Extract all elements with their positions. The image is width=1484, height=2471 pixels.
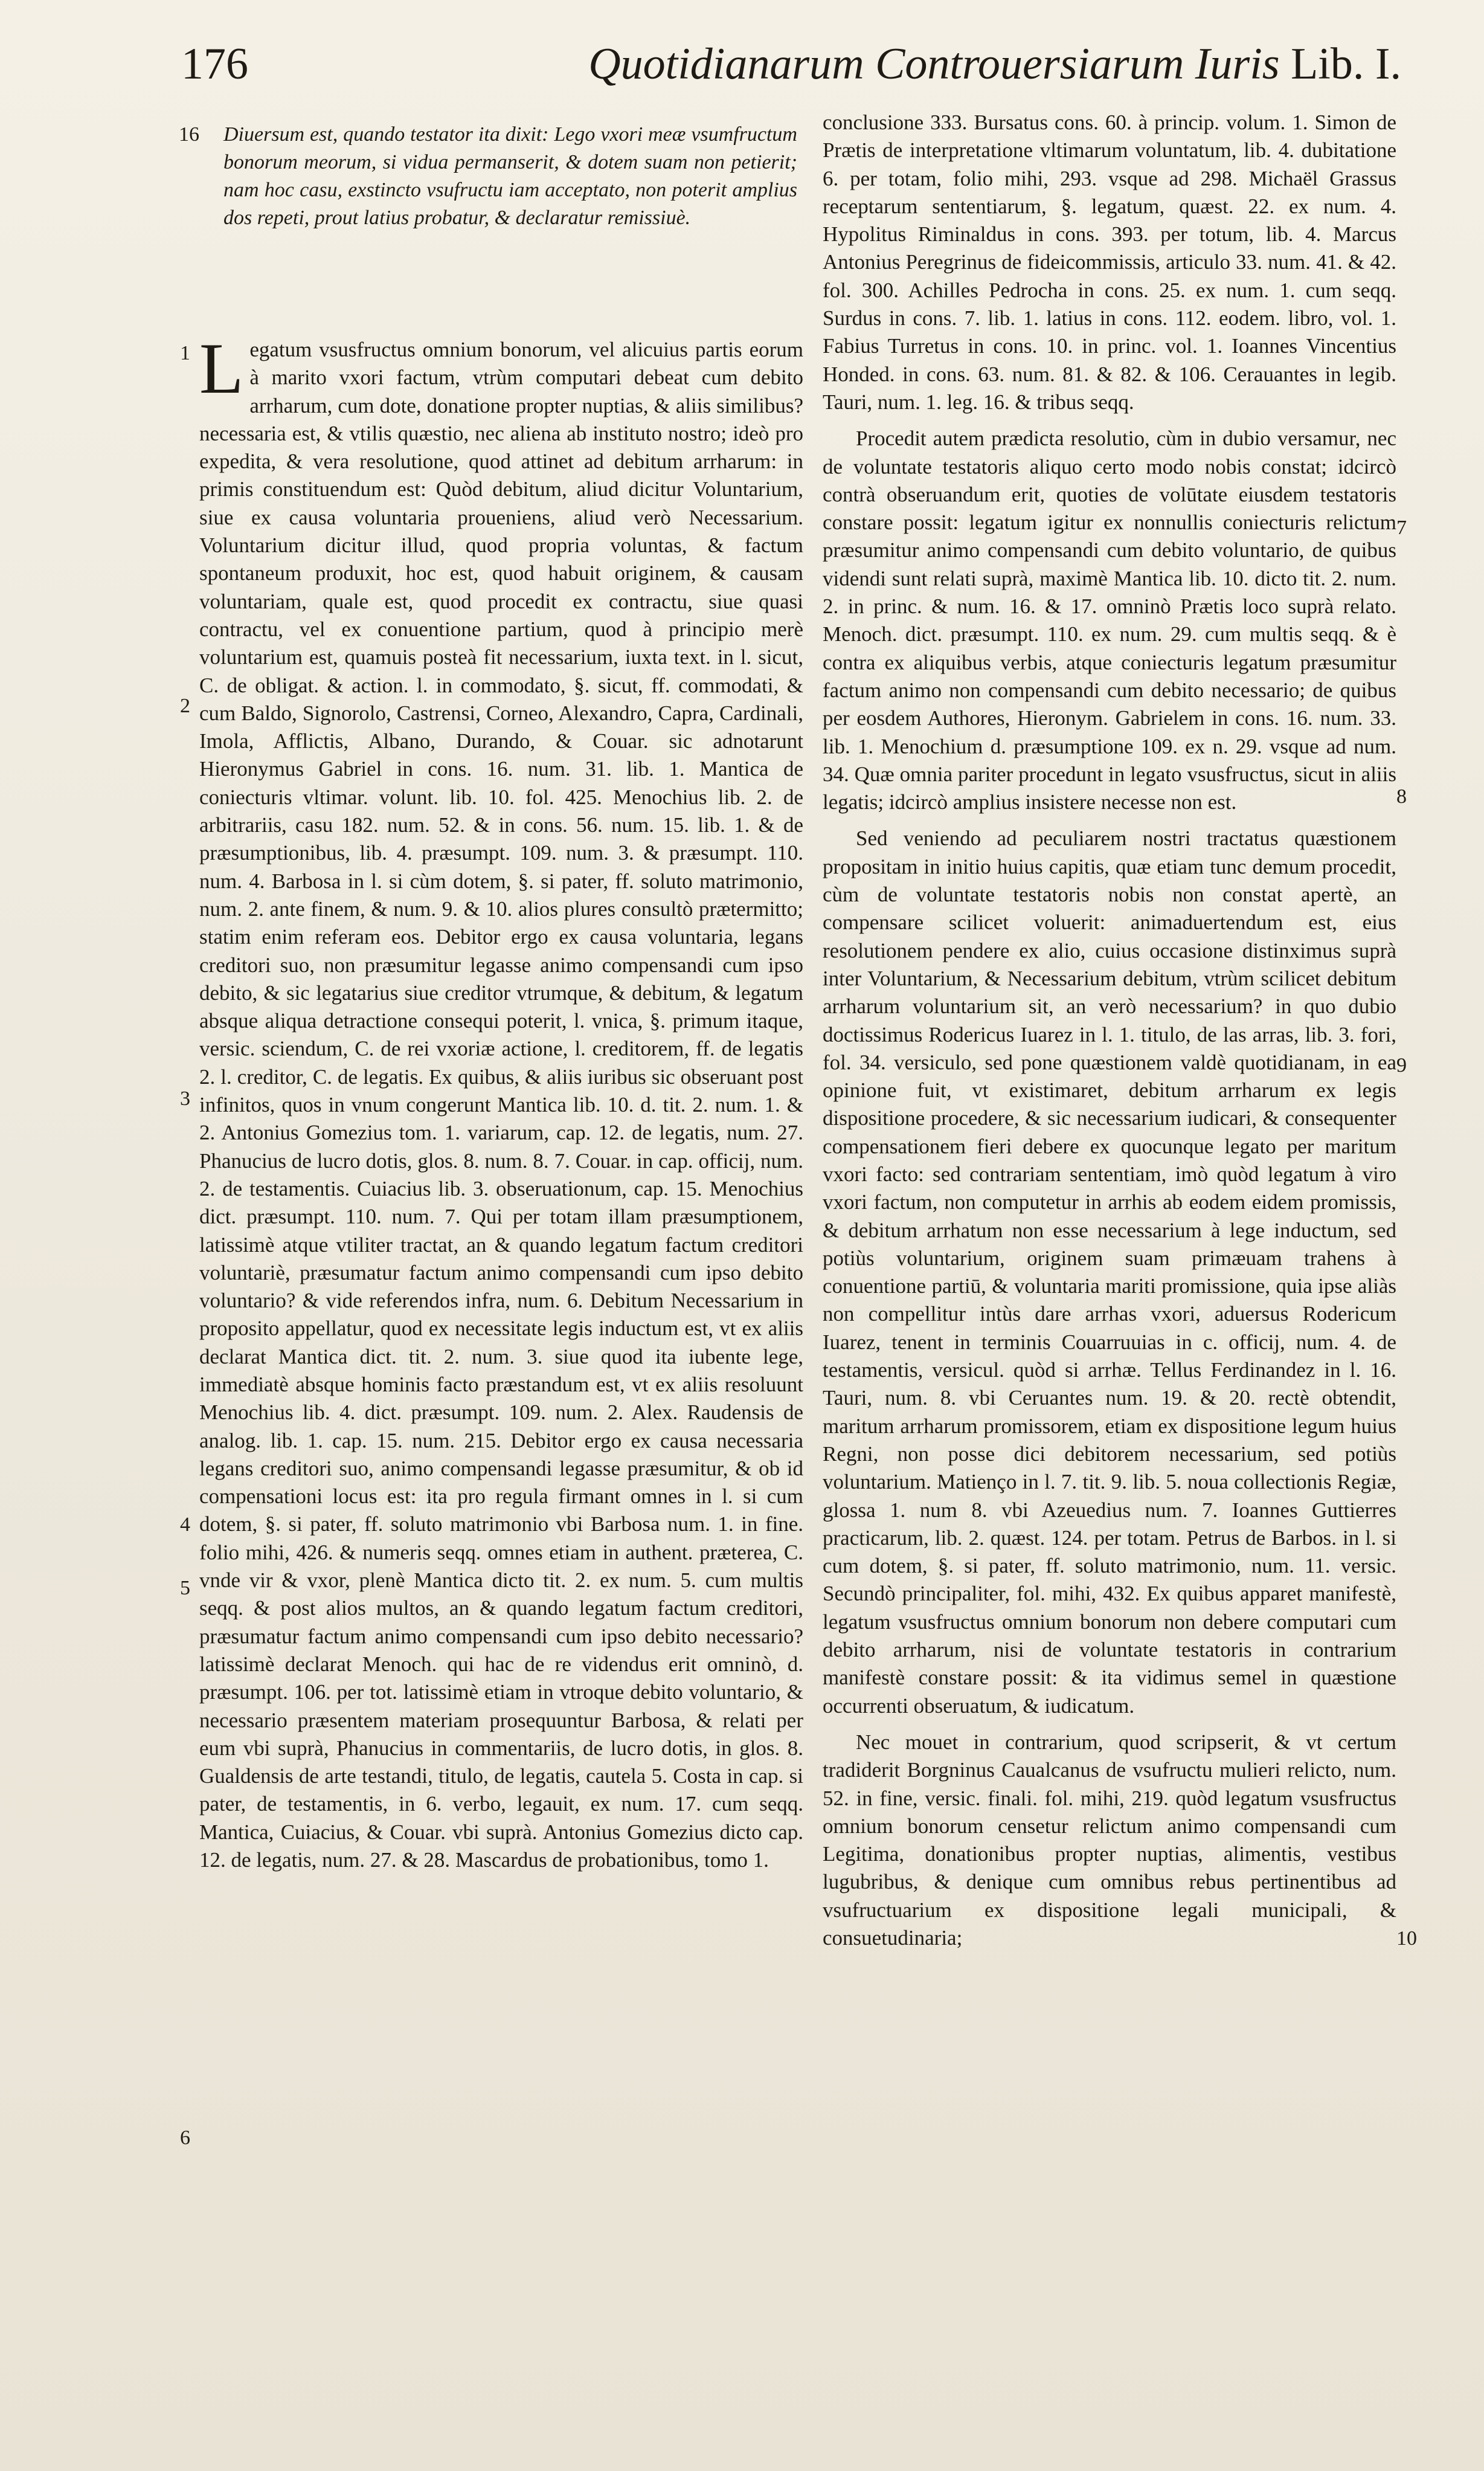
margin-number: 8 (1396, 785, 1407, 808)
running-title (588, 39, 1401, 90)
margin-number: 1 (180, 342, 190, 364)
margin-number: 6 (180, 2127, 190, 2149)
margin-number: 4 (180, 1513, 190, 1536)
paragraph-2: Procedit autem prædicta resolutio, cùm in dubio versamur, nec de voluntate testatoris aliquo certo modo nobis constat; idcircò contrà obseruandum erit, quoties de volūtate eiusdem testatoris constare possit: legatum igitur ex nonnullis coniecturis relictum præsumitur animo compensandi cum debito voluntario, de quibus videndi sunt relati suprà, maximè Mantica lib. 10. dicto tit. 2. num. 2. in princ. & num. 16. & 17. omninò Prætis loco suprà relato. Menoch. dict. præsumpt. 110. ex num. 29. cum multis seqq. & è contra ex aliquibus verbis, atque coniecturis legatum præsumitur factum animo non compensandi cum debito necessario; de quibus per eosdem Authores, Hieronym. Gabrielem in cons. 16. num. 33. lib. 1. Menochium d. præsumptione 109. ex n. 29. vsque ad num. 34. Quæ omnia pariter procedunt in legato vsusfructus, sicut in aliis legatis; idcircò amplius insistere necesse non est. (823, 427, 1396, 814)
running-title-text: Quotidianarum Controuersiarum Iuris (588, 39, 1280, 89)
margin-number: 7 (1396, 517, 1407, 539)
paragraph-4: Nec mouet in contrarium, quod scripserit, & vt certum tradiderit Borgninus Caualcanus de vsufructu mulieri relicto, num. 52. in fine, versic. finali. fol. mihi, 219. quòd legatum vsusfructus omnium bonorum censetur relictum animo compensandi cum Legitima, donationibus propter nuptias, alimentis, vestibus lugubribus, & denique cum omnibus rebus pertinentibus ad vsufructuarium ex dispositione legali municipali, & consuetudinaria; (823, 1730, 1396, 1950)
left-column (199, 328, 803, 1883)
margin-number: 5 (180, 1577, 190, 1599)
page-header (181, 39, 1401, 105)
paragraph-3: Sed veniendo ad peculiarem nostri tractatus quæstionem propositam in initio huius capitis, quæ etiam tunc demum procedit, cùm de voluntate testatoris nobis non constat apertè, an compensare scilicet voluerit: animaduertendum est, eius resolutionem pendere ex alio, cuius occasione distinximus suprà inter Voluntarium, & Necessarium debitum, vtrùm scilicet debitum arrharum voluntarium sit, an verò necessarium? in quo dubio doctissimus Rodericus Iuarez in l. 1. titulo, de las arras, lib. 3. fori, fol. 34. versiculo, sed pone quæstionem valdè quotidianam, in ea opinione fuit, vt existimaret, debitum arrharum ex legis dispositione procedere, & sic necessarium iudicari, & consequenter compensationem fieri debere ex quocunque legato per maritum vxori facto: sed contrariam sententiam, imò quòd legatum à viro vxori factum, non computetur in arrhis ab eodem eidem promissis, & debitum arrhatum non esse necessarium à lege inductum, sed potiùs voluntarium, originem suam primæuam trahens à conuentione partiū, & voluntaria mariti promissione, quia ipse aliàs non compellitur intùs dare arrhas vxori, aduersus Rodericum Iuarez, tenent in terminis Couarruuias in c. officij, num. 4. de testamentis, versicul. quòd si arrhæ. Tellus Ferdinandez in l. 16. Tauri, num. 8. vbi Ceruantes num. 19. & 20. rectè obtendit, maritum arrharum promissorem, etiam ex dispositione legum huius Regni, non posse dici debitorem necessarium, sed potiùs voluntarium. Matienço in l. 7. tit. 9. lib. 5. noua collectionis Regiæ, glossa 1. num 8. vbi Azeuedius num. 7. Ioannes Guttierres practicarum, lib. 2. quæst. 124. per totam. Petrus de Barbos. in l. si cum dotem, §. si pater, ff. soluto matrimonio, num. 11. versic. Secundò principaliter, fol. mihi, 432. Ex quibus apparet manifestè, legatum vsusfructus omnium bonorum non debere computari cum debito arrharum, nisi de voluntate testatoris in contrarium manifestè constare possit: & ita vidimus semel in quæstione occurrenti obseruatum, & iudicatum. (823, 826, 1396, 1718)
margin-number: 10 (1396, 1927, 1417, 1950)
summary-text: Diuersum est, quando testator ita dixit: Lego vxori meæ vsumfructum bonorum meorum, si vidua permanserit, & dotem suam non petierit; nam hoc casu, exstincto vsufructu iam acceptato, non poterit amplius dos repeti, prout latius probatur, & declaratur remissiuè. (223, 123, 797, 229)
margin-number: 3 (180, 1087, 190, 1110)
right-column (823, 109, 1396, 1960)
summary-note (181, 121, 797, 232)
margin-number: 9 (1396, 1054, 1407, 1077)
margin-number: 2 (180, 695, 190, 717)
paragraph-1-text: egatum vsusfructus omnium bonorum, vel alicuius partis eorum à marito vxori factum, vtrùm computari debeat cum debito arrharum, cum dote, donatione propter nuptias, & aliis similibus? necessaria est, & vtilis quæstio, nec aliena ab instituto nostro; ideò pro expedita, & vera resolutione, quod attinet ad debitum arrharum: in primis constituendum est: Quòd debitum, aliud dicitur Voluntarium, siue ex causa voluntaria proueniens, aliud verò Necessarium. Voluntarium dicitur illud, quod propria voluntas, & factum spontaneum produxit, hoc est, quod habuit originem, & causam voluntariam, quale est, quod procedit ex contractu, siue quasi contractu, vel ex conuentione partium, quod à principio merè voluntarium est, quamuis posteà fit necessarium, iuxta text. in l. sicut, C. de obligat. & action. l. in commodato, §. sicut, ff. commodati, & cum Baldo, Signorolo, Castrensi, Corneo, Alexandro, Capra, Cardinali, Imola, Afflictis, Albano, Durando, & Couar. sic adnotarunt Hieronymus Gabriel in cons. 16. num. 31. lib. 1. Mantica de coniecturis vltimar. volunt. lib. 10. fol. 425. Menochius lib. 2. de arbitrariis, casu 182. num. 52. & in cons. 56. num. 15. lib. 1. & de præsumptionibus, lib. 4. præsumpt. 109. num. 3. & præsumpt. 110. num. 4. Barbosa in l. si cùm dotem, §. si pater, ff. soluto matrimonio, num. 2. ante finem, & num. 9. & 10. alios plures consultò prætermitto; statim enim referam eos. Debitor ergo ex causa voluntaria, legans creditori suo, non præsumitur legasse animo compensandi cum ipso debito, & sic legatarius siue creditor vtrumque, & debitum, & legatum absque aliqua detractione consequi poterit, l. vnica, §. primum itaque, versic. sciendum, C. de rei vxoriæ actione, l. creditorem, ff. de legatis 2. l. creditor, C. de legatis. Ex quibus, & aliis iuribus sic obseruant post infinitos, quos in vnum congerunt Mantica lib. 10. d. tit. 2. num. 1. & 2. Antonius Gomezius tom. 1. variarum, cap. 12. de legatis, num. 27. Phanucius de lucro dotis, glos. 8. num. 8. 7. Couar. in cap. officij, num. 2. de testamentis. Cuiacius lib. 3. obseruationum, cap. 15. Menochius dict. præsumpt. 110. num. 7. Qui per totam illam præsumptionem, latissimè atque vtiliter tractat, an & quando legatum factum creditori voluntariè, præsumatur factum animo compensandi cum ipso debito voluntario? & vide referendos infra, num. 6. Debitum Necessarium in proposito appellatur, quod ex necessitate legis inductum est, vt ex aliis declarat Mantica dict. tit. 2. num. 3. siue quod ita iubente lege, immediatè absque hominis facto præstandum est, vt ex aliis resoluunt Menochius lib. 4. dict. præsumpt. 109. num. 2. Alex. Raudensis de analog. lib. 1. cap. 15. num. 215. Debitor ergo ex causa necessaria legans creditori suo, animo compensandi legasse præsumitur, & ob id compensationi locus est: ita pro regula firmant omnes in l. si cum dotem, §. si pater, ff. soluto matrimonio vbi Barbosa num. 1. in fine. folio mihi, 426. & numeris seqq. omnes etiam in authent. præterea, C. vnde vir & vxor, plenè Mantica dicto tit. 2. ex num. 5. cum multis seqq. & post alios multos, an & quando legatum factum creditori, præsumatur factum animo compensandi cum ipso debito necessario? latissimè declarat Menoch. qui hac de re videndus erit omninò, d. præsumpt. 106. per tot. latissimè etiam in vtroque debito voluntario, & necessario præsentem materiam prosequuntur Barbosa, & relati per eum vbi suprà, Phanucius in commentariis, de lucro dotis, in glos. 8. Gualdensis de arte testandi, titulo, de legatis, cautela 5. Costa in cap. si pater, de testamentis, in 6. verbo, legauit, ex num. 17. cum seqq. Mantica, Cuiacius, & Couar. vbi suprà. Antonius Gomezius dicto cap. 12. de legatis, num. 27. & 28. Mascardus de probationibus, tomo 1. (199, 338, 803, 1872)
paragraph-continuation: conclusione 333. Bursatus cons. 60. à princip. volum. 1. Simon de Prætis de interpretatione vltimarum voluntatum, lib. 4. dubitatione 6. per totam, folio mihi, 293. vsque ad 298. Michaël Grassus receptarum sententiarum, §. legatum, quæst. 22. ex num. 4. Hypolitus Riminaldus in cons. 393. per totum, lib. 4. Marcus Antonius Peregrinus de fideicommissis, articulo 33. num. 41. & 42. fol. 300. Achilles Pedrocha in cons. 25. ex num. 1. cum seqq. Surdus in cons. 7. lib. 1. latius in cons. 112. eodem. libro, vol. 1. Fabius Turretus in cons. 10. in princ. vol. 1. Ioannes Vincentius Honded. in cons. 63. num. 81. & 82. & 106. Cerauantes in legib. Tauri, num. 1. leg. 16. & tribus seqq. (823, 111, 1396, 414)
drop-cap: L (199, 328, 244, 408)
summary-number: 16 (179, 123, 199, 146)
paragraph-1 (199, 328, 803, 1874)
page-number: 176 (181, 39, 248, 89)
book-label: Lib. I. (1291, 39, 1401, 89)
